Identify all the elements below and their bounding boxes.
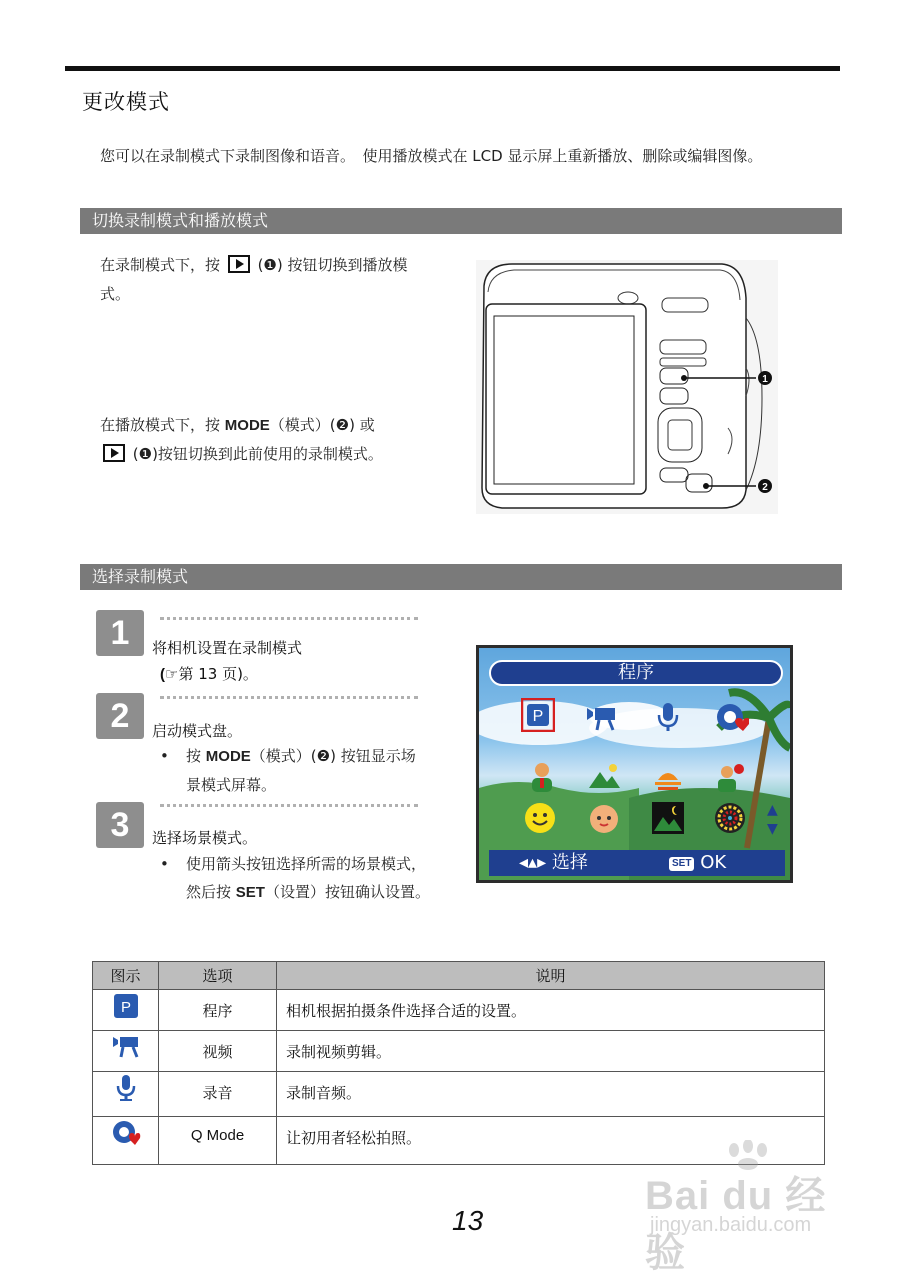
watermark-brand: Bai du 经验 [645,1174,827,1275]
q-mode-icon[interactable] [715,700,749,734]
screen-bottom-bar [489,850,785,876]
step-1-ref-text: 第 13 页)。 [178,665,258,683]
table-cell-description: 相机根据拍摄条件选择合适的设置。 [277,990,825,1031]
table-cell-option: Q Mode [159,1117,277,1165]
svg-text:P: P [532,708,544,725]
playback-button-icon [103,444,125,462]
voice-record-mode-icon[interactable] [651,700,685,734]
table-cell-icon [93,990,159,1031]
table-cell-option: 视频 [159,1031,277,1072]
callout-number-1: ❶ [263,256,277,274]
table-row [93,990,825,1031]
voice-record-icon [111,1074,141,1102]
top-rule [65,66,840,71]
screen-ok-hint [669,850,726,876]
playback-button-icon [228,255,250,273]
step-3-bullet [160,850,430,907]
table-cell-option: 程序 [159,990,277,1031]
step-1-page-reference [160,663,258,684]
step-number-1: 1 [96,610,144,656]
para2-text-b: （模式）( [269,416,336,434]
fireworks-scene-icon[interactable] [713,801,747,835]
step-3-title: 选择场景模式。 [152,829,258,847]
para2-text-d: )按钮切换到此前使用的录制模式。 [152,445,383,463]
landscape-scene-icon[interactable] [587,760,621,794]
step-2-bullet [160,742,430,799]
portrait-scene-icon[interactable] [525,760,559,794]
table-cell-option: 录音 [159,1072,277,1117]
section-heading-switch-mode: 切换录制模式和播放模式 [80,208,842,234]
table-cell-icon [93,1031,159,1072]
step-3-bullet-b: （设置）按钮确认设置。 [264,883,430,901]
header-option: 选项 [159,962,277,990]
step-divider [160,617,418,620]
table-cell-icon [93,1072,159,1117]
table-cell-description: 让初用者轻松拍照。 [277,1117,825,1165]
program-icon [111,992,141,1020]
table-row [93,1072,825,1117]
step-divider [160,696,418,699]
watermark-url: jingyan.baidu.com [650,1214,812,1236]
page-title: 更改模式 [82,90,170,114]
screen-ok-label: OK [700,852,727,873]
screen-nav-hint [519,850,588,876]
header-description: 说明 [277,962,825,990]
step-2-bullet-a: 按 [186,747,206,765]
bullet-dot: • [160,747,169,765]
bullet-dot: • [160,855,169,873]
table-cell-description: 录制音频。 [277,1072,825,1117]
callout-number-2: ❷ [335,416,350,434]
q-mode-icon [111,1119,141,1147]
video-mode-icon[interactable] [585,700,619,734]
set-key-tag: SET [669,857,694,871]
intro-paragraph: 您可以在录制模式下录制图像和语音。 使用播放模式在 LCD 显示屏上重新播放、删除或编辑图像。 [100,147,763,165]
camera-back-illustration [472,258,782,516]
baby-scene-icon[interactable] [587,801,621,835]
baidu-jingyan-watermark [640,1140,860,1275]
mode-key-label: MODE [224,417,270,434]
playback-to-record-instruction: 在播放模式下，按 MODE（模式）(❷) 或 (❶)按钮切换到此前使用的录制模式。 [100,416,383,463]
step-1-title: 将相机设置在录制模式 [152,639,303,657]
step-2-title: 启动模式盘。 [152,722,243,740]
page-number: 13 [452,1205,484,1236]
smile-scene-icon[interactable] [523,801,557,835]
table-cell-description: 录制视频剪辑。 [277,1031,825,1072]
program-icon-letter: P [120,999,131,1016]
para2-text-c: ) 或 [349,416,375,434]
night-landscape-scene-icon[interactable] [651,801,685,835]
table-cell-icon [93,1117,159,1165]
scene-mode-screen [476,645,793,883]
svg-text:1: 1 [762,374,768,385]
para1-text-a: 在录制模式下，按 [100,256,221,274]
svg-text:2: 2 [762,482,768,493]
para1-text-b: 按钮切换到播放模式。 [100,256,408,303]
video-icon [111,1033,141,1061]
para2-text-a: 在播放模式下，按 [100,416,225,434]
step-2-bullet-b: （模式）(❷) 按钮显示场景模式屏幕。 [186,747,416,794]
scroll-down-arrow[interactable]: ▼ [767,821,778,837]
callout-number-1: ❶ [138,445,153,463]
step-number-2: 2 [96,693,144,739]
sunset-scene-icon[interactable] [651,760,685,794]
set-key-label: SET [235,884,265,901]
section-heading-select-record-mode: 选择录制模式 [80,564,842,590]
program-mode-icon[interactable] [521,698,555,732]
night-portrait-scene-icon[interactable] [713,760,747,794]
step-1-ref-open: ( [160,666,165,683]
scroll-up-arrow[interactable]: ▲ [767,802,778,818]
step-divider [160,804,418,807]
header-icon: 图示 [93,962,159,990]
mode-key-label: MODE [205,748,251,765]
step-3-bullet-a: 使用箭头按钮选择所需的场景模式，然后按 [186,855,427,901]
arrow-keys-icon: ◂▴▸ [519,852,547,873]
mode-legend-table [92,961,825,1165]
record-to-playback-instruction: 在录制模式下，按 (❶) 按钮切换到播放模式。 [100,256,408,303]
hand-pointer-icon: ☞ [165,665,179,683]
screen-nav-label: 选择 [551,852,588,873]
screen-mode-title: 程序 [489,660,783,686]
table-header-row [93,962,825,990]
table-row [93,1031,825,1072]
step-number-3: 3 [96,802,144,848]
